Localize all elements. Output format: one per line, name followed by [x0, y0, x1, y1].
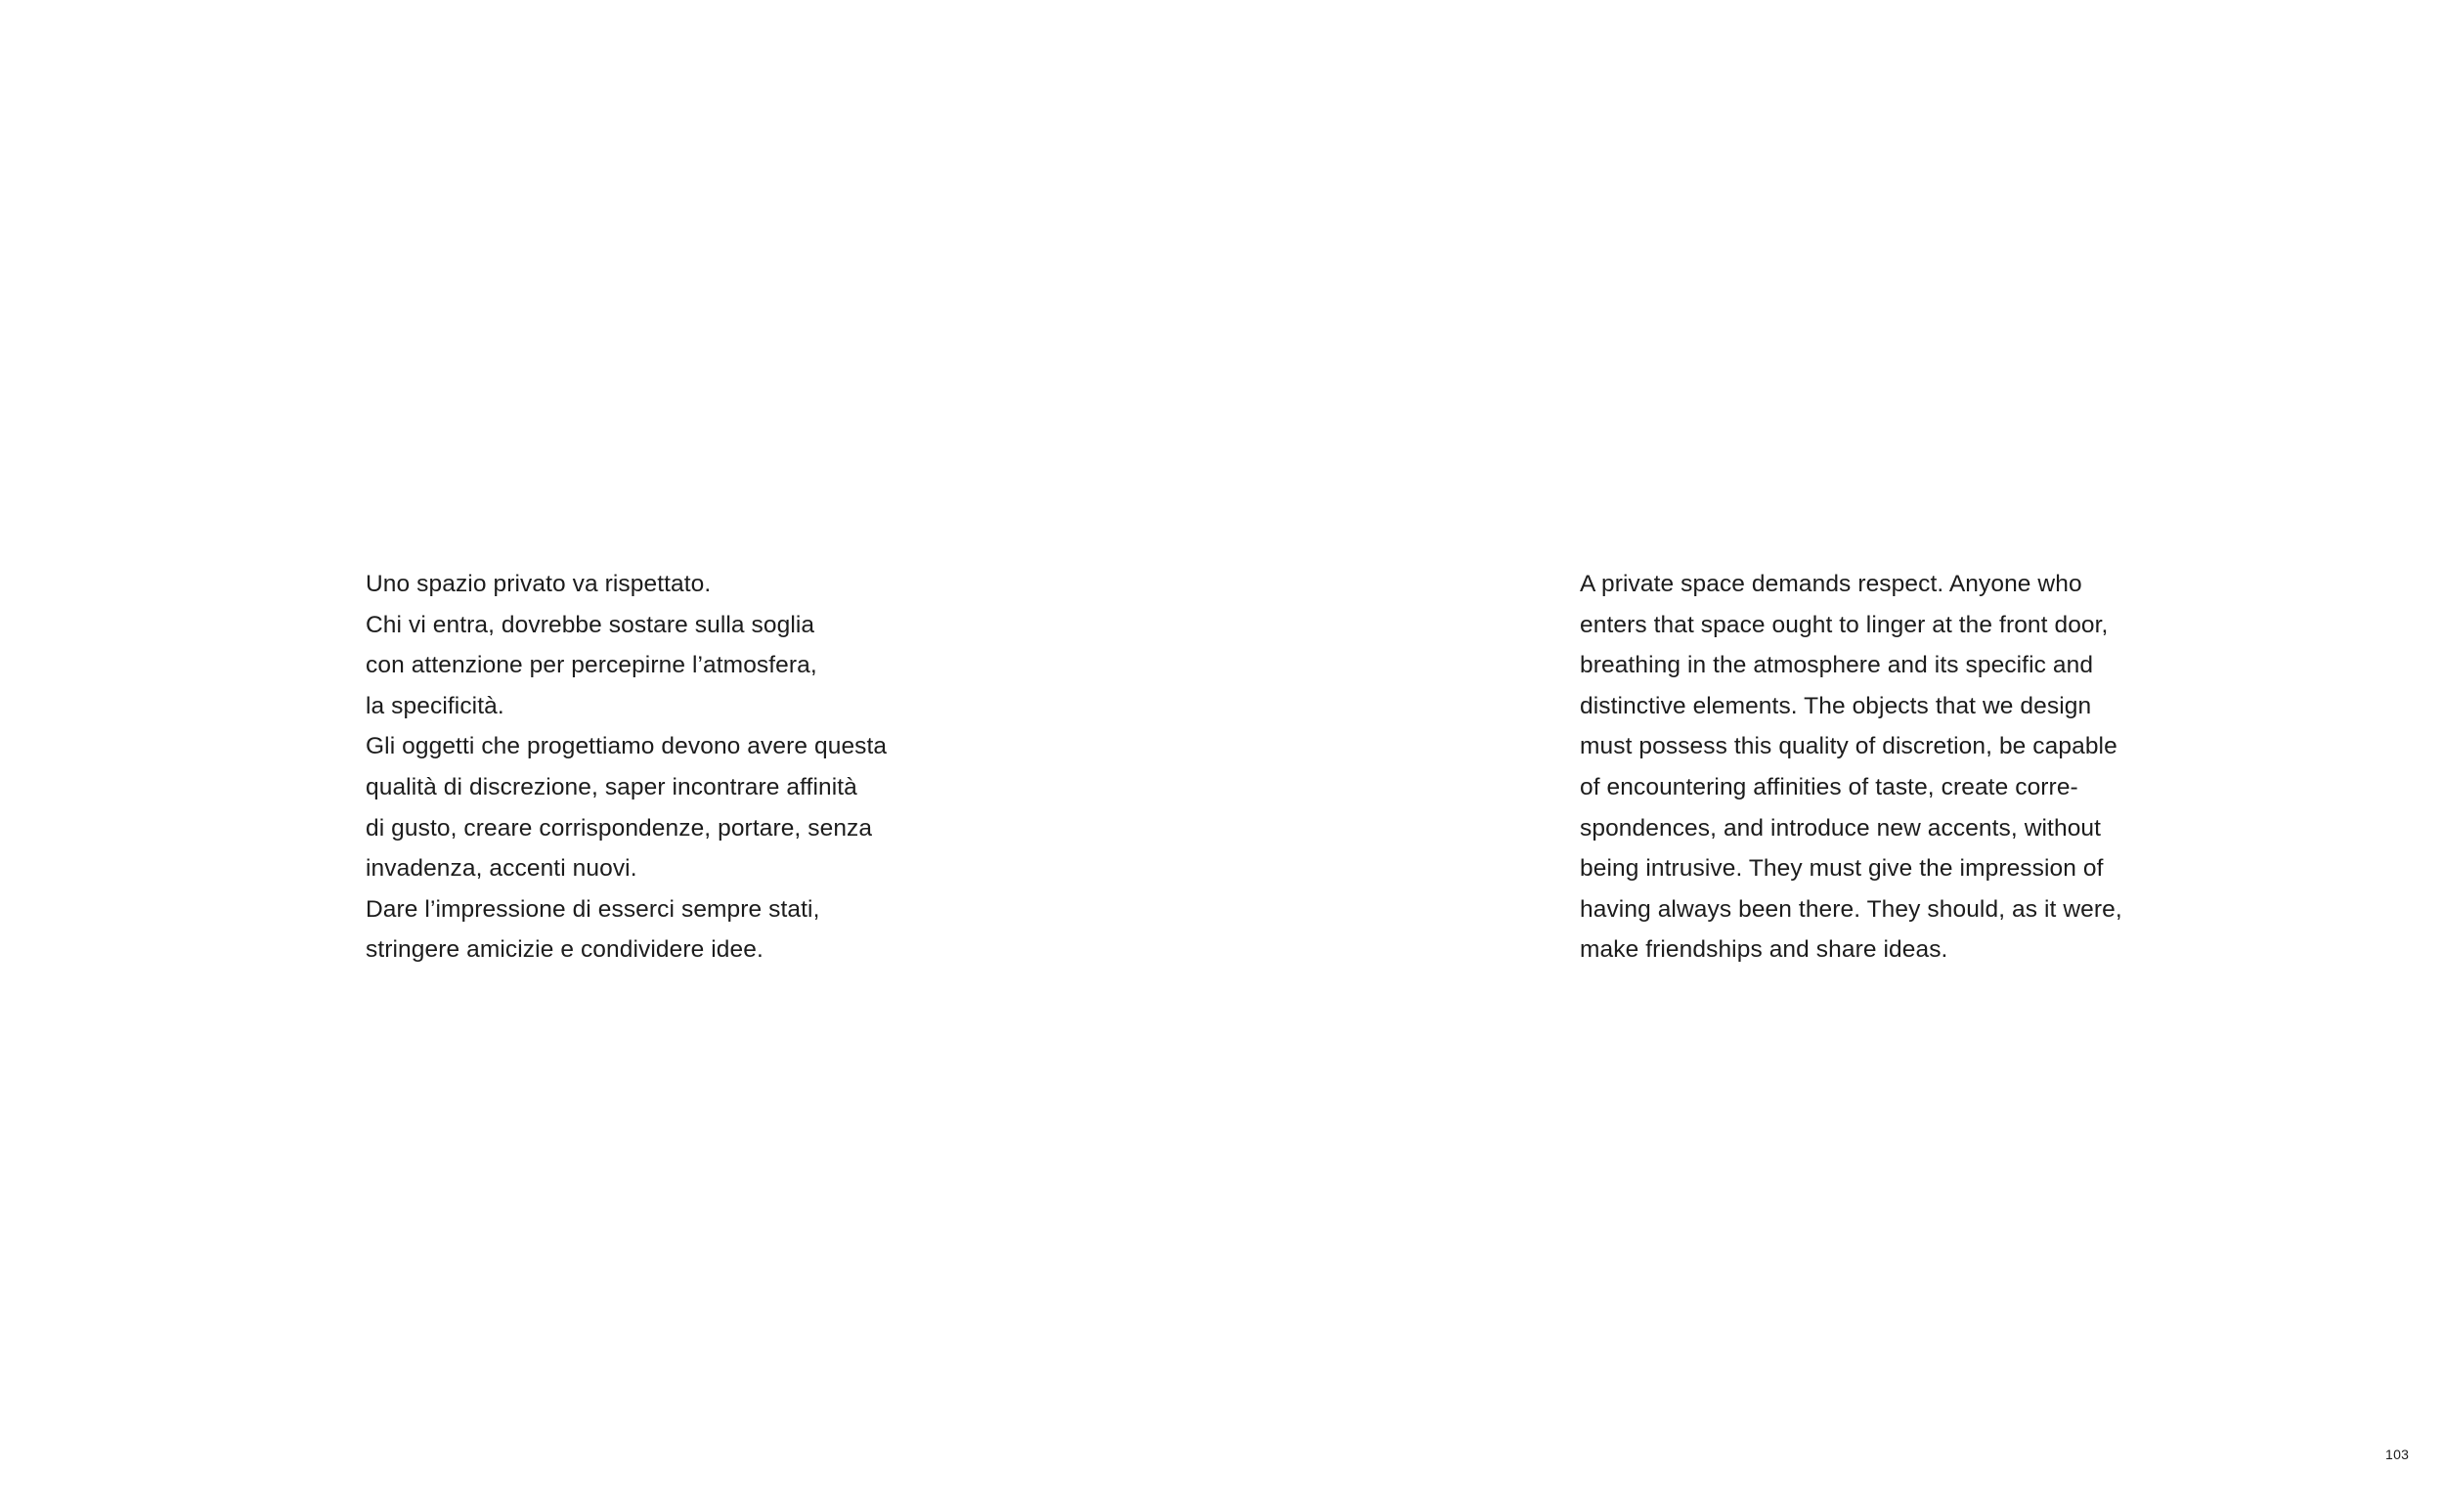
italian-text-line: Dare l’impressione di esserci sempre stati, [366, 895, 820, 923]
english-text-block [1580, 564, 2166, 971]
english-text-line: A private space demands respect. Anyone who [1580, 571, 2082, 597]
english-text-line: distinctive elements. The objects that we design [1580, 692, 2092, 719]
italian-text-line: Gli oggetti che progettiamo devono avere questa [366, 733, 888, 760]
english-text-line: spondences, and introduce new accents, without [1580, 814, 2102, 842]
italian-text-line: Uno spazio privato va rispettato. [366, 571, 712, 597]
italian-text-line: stringere amicizie e condividere idee. [366, 936, 764, 964]
italian-text-line: la specificità. [366, 692, 504, 719]
english-text-line: must possess this quality of discretion, be capable [1580, 733, 2117, 760]
italian-text-block [366, 564, 952, 971]
english-text-line: breathing in the atmosphere and its specific and [1580, 652, 2094, 679]
italian-text-line: invadenza, accenti nuovi. [366, 855, 637, 883]
english-text-line: being intrusive. They must give the impression of [1580, 855, 2104, 883]
italian-text-line: con attenzione per percepirne l’atmosfera, [366, 652, 817, 679]
page-number: 103 [2385, 1447, 2410, 1462]
english-text-line: make friendships and share ideas. [1580, 936, 1948, 964]
english-text-line: of encountering affinities of taste, create corre- [1580, 773, 2078, 800]
english-text-line: having always been there. They should, as it were, [1580, 895, 2122, 923]
english-text-line: enters that space ought to linger at the front door, [1580, 611, 2109, 638]
italian-text-line: di gusto, creare corrispondenze, portare, senza [366, 814, 873, 842]
italian-text-line: Chi vi entra, dovrebbe sostare sulla soglia [366, 611, 815, 638]
italian-text-line: qualità di discrezione, saper incontrare affinità [366, 773, 857, 800]
